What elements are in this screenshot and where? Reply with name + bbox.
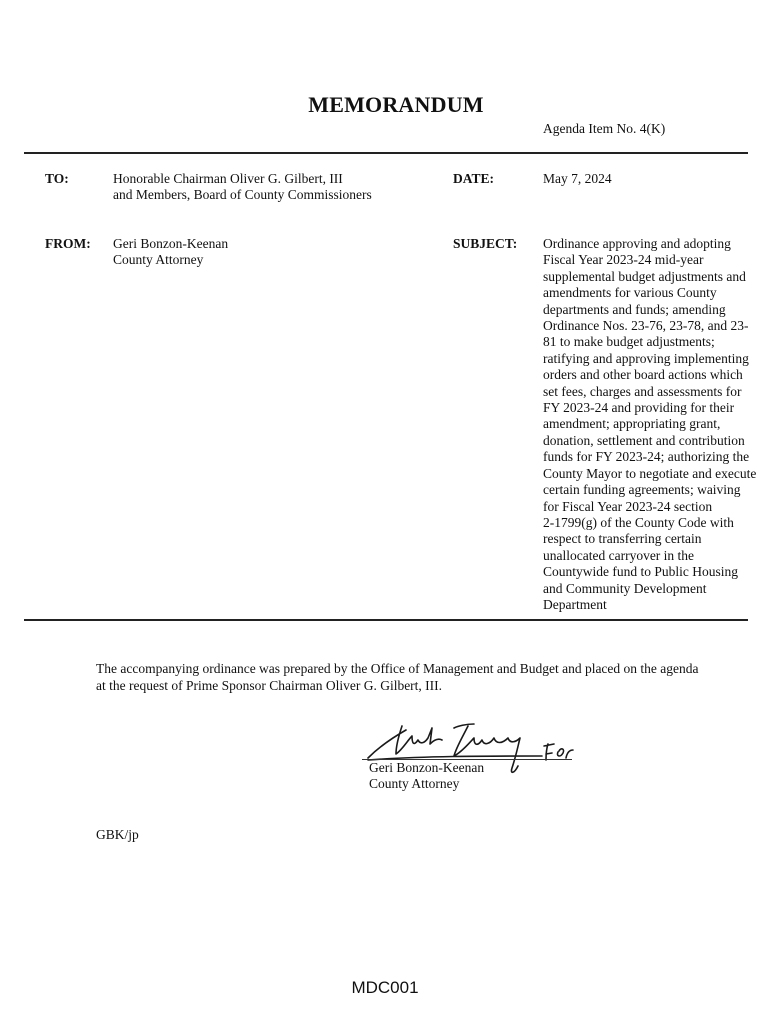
document-code: MDC001 (351, 978, 419, 997)
from-sender (113, 236, 228, 269)
subject-line: ratifying and approving implementing (543, 350, 749, 366)
bottom-divider (24, 619, 748, 621)
date-label: DATE: (453, 171, 495, 186)
paragraph-line: The accompanying ordinance was prepared by the Office of Management and Budget and placed on the agenda (96, 661, 699, 676)
subject-line: donation, settlement and contribution (543, 432, 745, 448)
memo-title: MEMORANDUM (308, 92, 484, 117)
signatory (369, 760, 484, 793)
subject-line: Ordinance approving and adopting (543, 236, 731, 251)
date-value: May 7, 2024 (543, 171, 612, 186)
from-line: Geri Bonzon-Keenan (113, 236, 229, 251)
to-line: and Members, Board of County Commissioners (113, 187, 372, 203)
subject-line: supplemental budget adjustments and (543, 268, 746, 284)
subject-line: Ordinance Nos. 23-76, 23-78, and 23- (543, 318, 749, 334)
subject-line: FY 2023-24 and providing for their (543, 400, 735, 416)
to-recipient (113, 171, 372, 204)
signatory-name: Geri Bonzon-Keenan (369, 760, 485, 775)
subject-line: 2-1799(g) of the County Code with (543, 514, 734, 530)
subject-line: and Community Development (543, 580, 707, 596)
subject-line: unallocated carryover in the (543, 547, 695, 563)
agenda-item: Agenda Item No. 4(K) (543, 121, 666, 136)
initials: GBK/jp (96, 827, 139, 842)
subject-line: for Fiscal Year 2023-24 section (543, 498, 713, 514)
subject-line: amendments for various County (543, 285, 717, 301)
subject-line: respect to transferring certain (543, 531, 702, 547)
subject-line: Countywide fund to Public Housing (543, 564, 738, 580)
subject-line: amendment; appropriating grant, (543, 416, 721, 432)
subject-line: departments and funds; amending (543, 301, 726, 317)
subject-line: 81 to make budget adjustments; (543, 334, 715, 350)
body-paragraph (96, 660, 699, 694)
from-line: County Attorney (113, 252, 204, 268)
subject-line: certain funding agreements; waiving (543, 482, 741, 498)
subject-text (543, 236, 756, 613)
top-divider (24, 152, 748, 154)
subject-line: County Mayor to negotiate and execute (543, 465, 757, 481)
subject-line: set fees, charges and assessments for (543, 383, 742, 399)
to-line: Honorable Chairman Oliver G. Gilbert, III (113, 171, 343, 186)
signatory-title: County Attorney (369, 776, 460, 792)
subject-line: funds for FY 2023-24; authorizing the (543, 449, 750, 465)
subject-line: orders and other board actions which (543, 367, 743, 383)
subject-label: SUBJECT: (453, 236, 518, 251)
subject-line: Fiscal Year 2023-24 mid-year (543, 252, 704, 268)
from-label: FROM: (45, 236, 91, 251)
to-label: TO: (45, 171, 69, 186)
subject-line: Department (543, 596, 607, 612)
paragraph-line: at the request of Prime Sponsor Chairman Oliver G. Gilbert, III. (96, 678, 443, 693)
